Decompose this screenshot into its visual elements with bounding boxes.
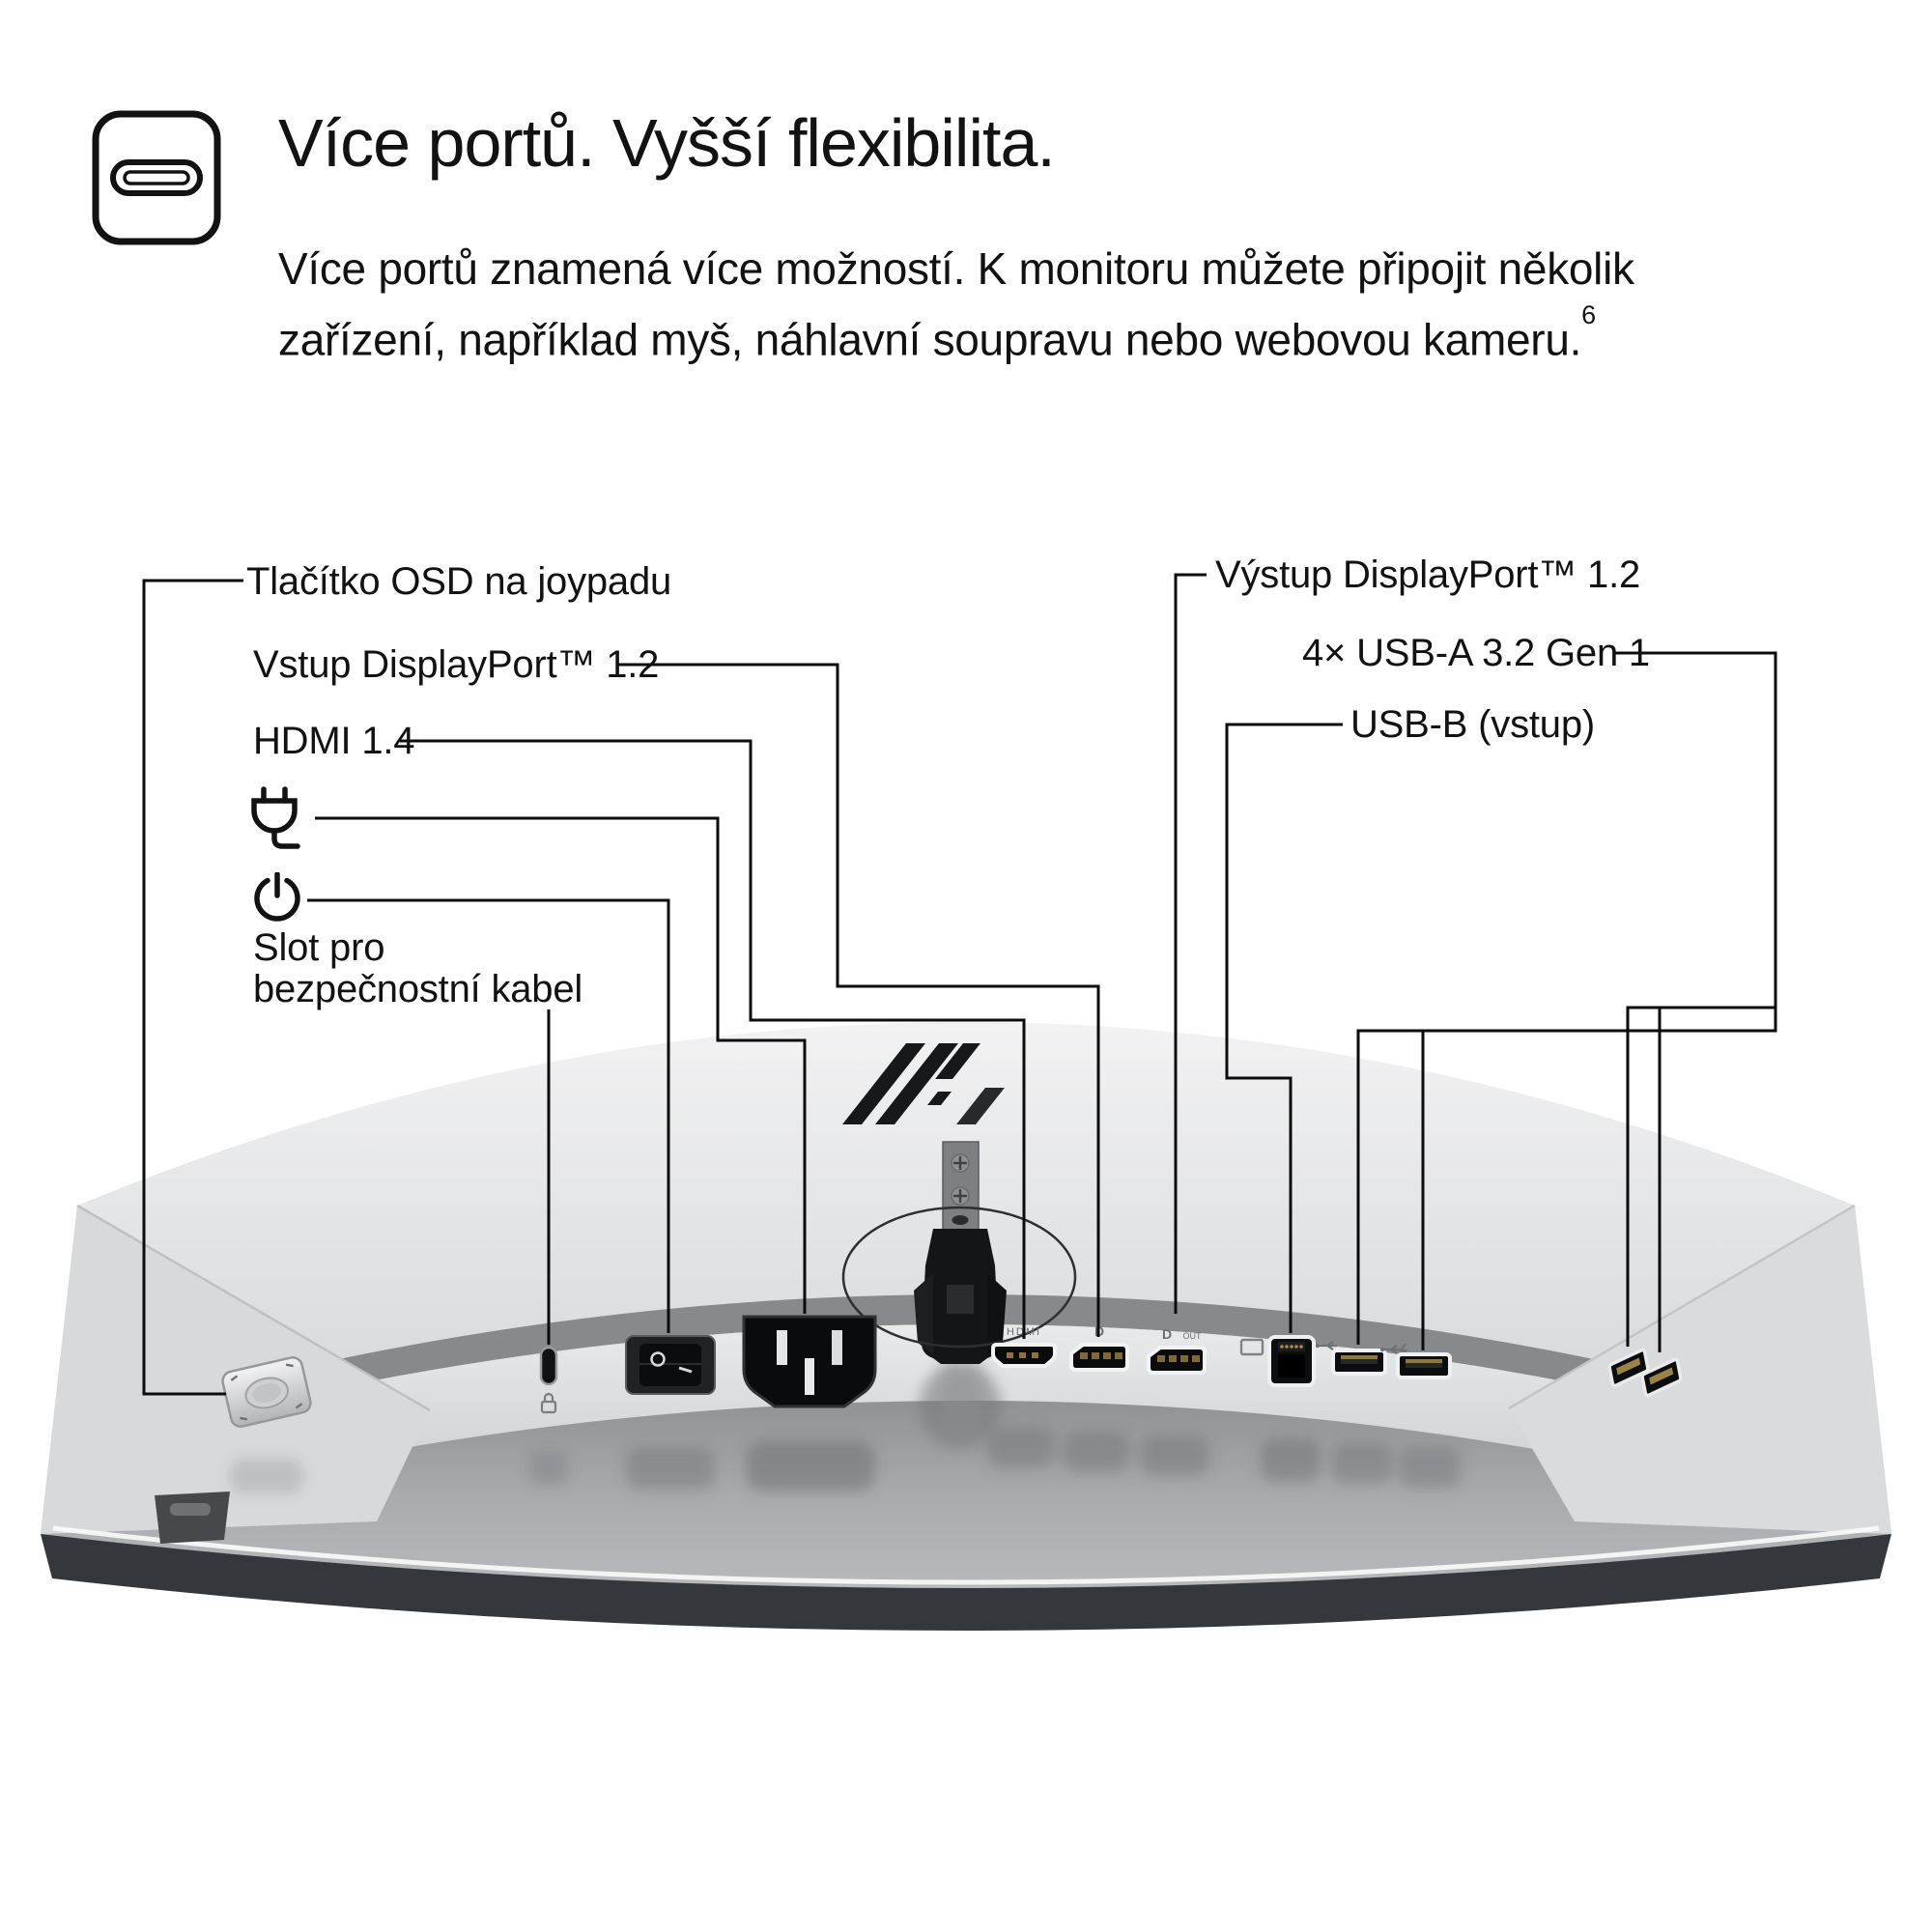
- dp-out-suffix-marking: OUT: [1182, 1331, 1202, 1341]
- intro-line-2: zařízení, například myš, náhlavní soupravu nebo webovou kameru.: [278, 314, 1582, 365]
- security-slot-label-line1: Slot pro: [253, 926, 385, 969]
- intro-text: [278, 238, 1634, 370]
- power-icon: [251, 872, 303, 929]
- callout-label-security-slot: [253, 927, 582, 1010]
- callout-label-usb-b: USB-B (vstup): [1350, 703, 1596, 746]
- power-switch: [626, 1336, 715, 1394]
- dp-out-marking: D: [1161, 1326, 1173, 1342]
- page-title: Více portů. Vyšší flexibilita.: [278, 105, 1055, 181]
- security-lock-slot: [541, 1348, 556, 1412]
- ac-power-inlet: [744, 1317, 875, 1406]
- footnote-ref: 6: [1581, 300, 1596, 329]
- callout-label-osd-joystick: Tlačítko OSD na joypadu: [246, 560, 672, 603]
- callout-label-usb-a: 4× USB-A 3.2 Gen 1: [1302, 632, 1650, 674]
- power-plug-icon: [251, 786, 319, 861]
- dp-marking: D: [1094, 1323, 1105, 1339]
- callout-label-dp-in: Vstup DisplayPort™ 1.2: [253, 643, 660, 686]
- hdmi-marking: HDMI: [1006, 1326, 1042, 1338]
- security-slot-label-line2: bezpečnostní kabel: [253, 968, 583, 1010]
- stand-base-detail: [155, 1492, 230, 1544]
- intro-line-1: Více portů znamená více možností. K monitoru můžete připojit několik: [278, 243, 1634, 294]
- callout-label-dp-out: Výstup DisplayPort™ 1.2: [1215, 554, 1641, 596]
- usb-c-icon: [92, 110, 221, 245]
- callout-label-hdmi: HDMI 1.4: [253, 720, 415, 762]
